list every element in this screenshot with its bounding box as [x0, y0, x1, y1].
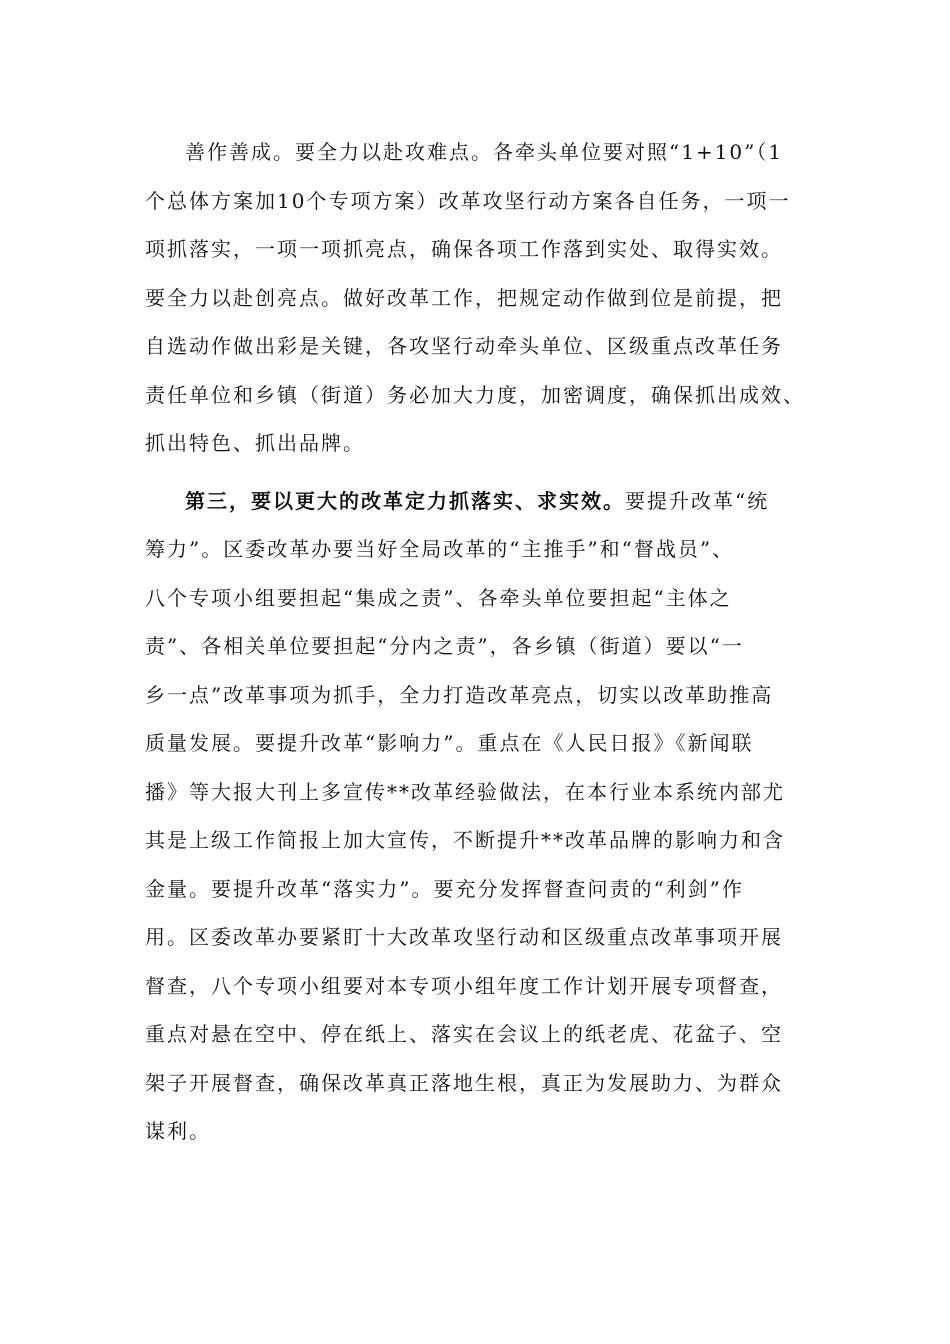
document-body [145, 128, 825, 1156]
paragraph-2 [145, 477, 825, 1156]
paragraph-first-line [145, 477, 825, 526]
section-heading: 第三，要以更大的改革定力抓落实、求实效。 [185, 488, 625, 513]
paragraph-line: 个总体方案加10个专项方案）改革攻坚行动方案各自任务，一项一 [145, 188, 791, 213]
paragraph-line: 用。区委改革办要紧盯十大改革攻坚行动和区级重点改革事项开展 [145, 925, 783, 949]
paragraph-line: 筹力”。区委改革办要当好全局改革的“主推手”和“督战员”、 [145, 537, 735, 561]
paragraph-line: 金量。要提升改革“落实力”。要充分发挥督查问责的“利剑”作 [145, 876, 744, 901]
paragraph-line: 抓出特色、抓出品牌。 [145, 431, 365, 455]
paragraph-1 [145, 128, 825, 468]
paragraph-line: 重点对悬在空中、停在纸上、落实在会议上的纸老虎、花盆子、空 [145, 1022, 783, 1046]
heading-continuation: 要提升改革“统 [625, 488, 770, 513]
paragraph-line: 其是上级工作简报上加大宣传，不断提升**改革品牌的影响力和含 [145, 828, 785, 852]
paragraph-line: 项抓落实，一项一项抓亮点，确保各项工作落到实处、取得实效。 [145, 237, 783, 261]
paragraph-line: 责”、各相关单位要担起“分内之责”，各乡镇（街道）要以“一 [145, 634, 744, 658]
paragraph-line: 督查，八个专项小组要对本专项小组年度工作计划开展专项督查， [145, 973, 783, 998]
paragraph-line: 八个专项小组要担起“集成之责”、各牵头单位要担起“主体之 [145, 585, 732, 610]
paragraph-line: 质量发展。要提升改革“影响力”。重点在《人民日报》《新闻联 [145, 731, 754, 755]
paragraph-line: 自选动作做出彩是关键，各攻坚行动牵头单位、区级重点改革任务 [145, 334, 783, 358]
paragraph-line: 乡一点”改革事项为抓手，全力打造改革亮点，切实以改革助推高 [145, 682, 774, 707]
paragraph-line: 架子开展督查，确保改革真正落地生根，真正为发展助力、为群众 [145, 1070, 783, 1095]
paragraph-line: 要全力以赴创亮点。做好改革工作，把规定动作做到位是前提，把 [145, 285, 783, 310]
paragraph-line: 播》等大报大刊上多宣传**改革经验做法，在本行业本系统内部尤 [145, 779, 785, 804]
paragraph-line: 善作善成。要全力以赴攻难点。各牵头单位要对照“1+10”（1 [185, 140, 784, 164]
paragraph-line: 谋利。 [145, 1119, 211, 1143]
paragraph-line: 责任单位和乡镇（街道）务必加大力度，加密调度，确保抓出成效、 [145, 382, 805, 407]
